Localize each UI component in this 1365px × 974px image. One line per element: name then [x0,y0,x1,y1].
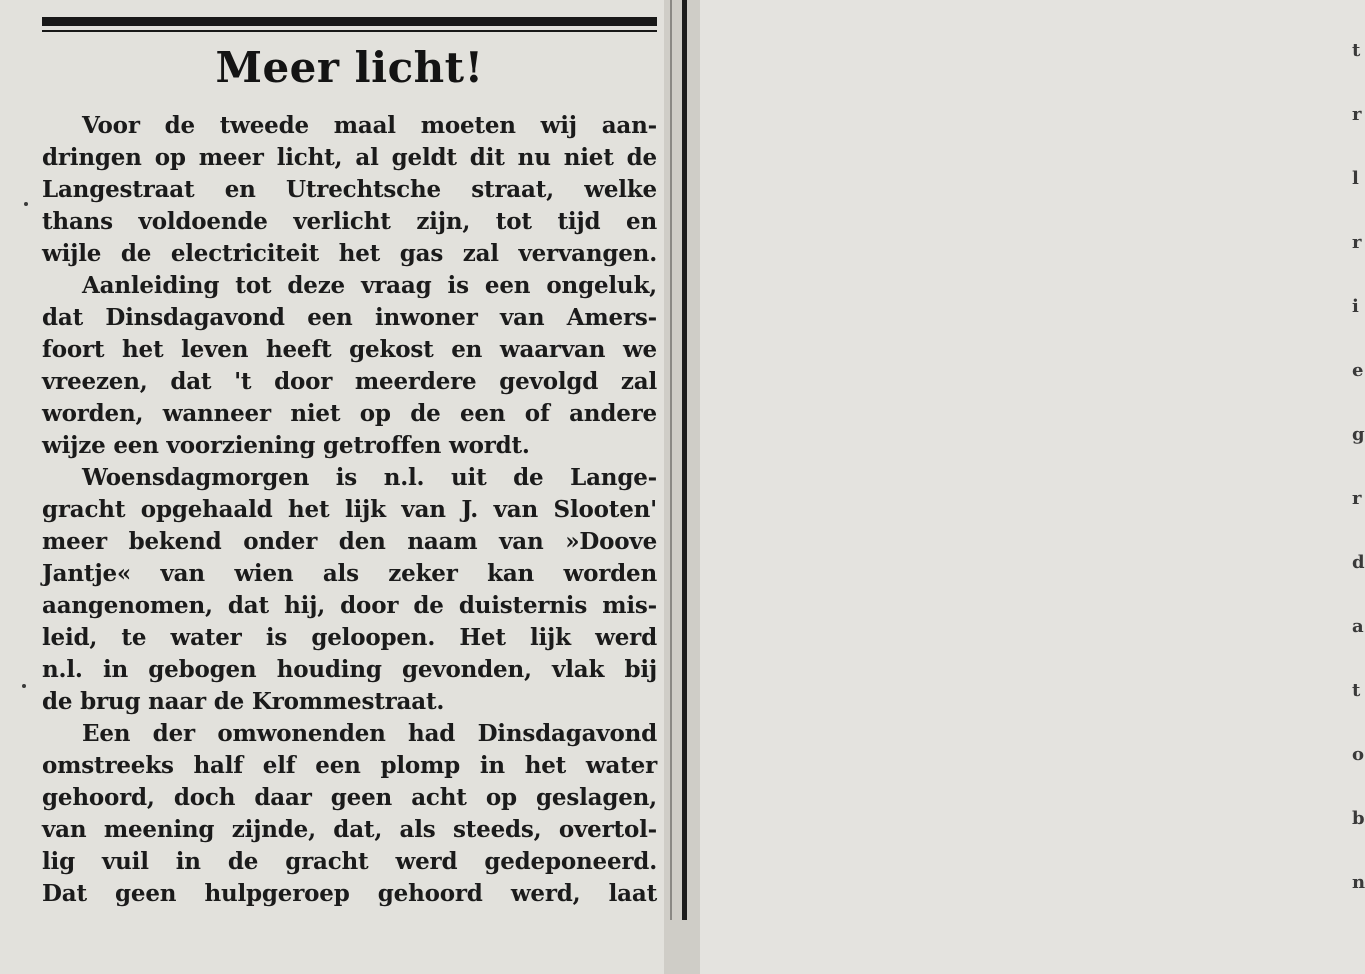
text-line: omstreeks half elf een plomp in het water [42,752,657,779]
text-line: wijle de electriciteit het gas zal vervangen. [42,240,657,267]
adjacent-column-glyph: l [1352,168,1359,189]
text-line: leid, te water is geloopen. Het lijk werd [42,624,657,651]
text-line: van meening zijnde, dat, als steeds, overtol- [42,816,657,843]
text-line: de brug naar de Krommestraat. [42,688,445,715]
paragraph-2 [42,270,657,462]
text-line: Voor de tweede maal moeten wij aan- [82,112,657,139]
adjacent-column-glyph: t [1352,680,1361,701]
ink-speck [24,202,28,206]
adjacent-column-glyph: r [1352,488,1362,509]
text-line: worden, wanneer niet op de een of andere [42,400,657,427]
paragraph-3 [42,462,657,718]
text-line: Een der omwonenden had Dinsdagavond [82,720,657,747]
column-divider-thin [670,0,672,920]
text-line: gehoord, doch daar geen acht op geslagen, [42,784,657,811]
paragraph-4 [42,718,657,910]
text-line: Dat geen hulpgeroep gehoord werd, laat [42,880,657,907]
adjacent-column-glyph: e [1352,360,1364,381]
adjacent-column-glyph: n [1352,872,1365,893]
text-line: n.l. in gebogen houding gevonden, vlak bij [42,656,657,683]
header-rule-thick [42,17,657,26]
text-line: vreezen, dat 't door meerdere gevolgd zal [42,368,657,395]
ink-speck [22,684,26,688]
article-body [42,110,657,910]
adjacent-column-glyph: g [1352,424,1365,445]
text-line: Woensdagmorgen is n.l. uit de Lange- [82,464,657,491]
adjacent-column-glyph: t [1352,40,1361,61]
text-line: dringen op meer licht, al geldt dit nu niet de [42,144,657,171]
text-line: meer bekend onder den naam van »Doove [42,528,657,555]
header-rule-thin [42,30,657,32]
text-line: Aanleiding tot deze vraag is een ongeluk, [82,272,657,299]
adjacent-column-glyph: r [1352,232,1362,253]
text-line: lig vuil in de gracht werd gedeponeerd. [42,848,657,875]
adjacent-column-glyph: r [1352,104,1362,125]
text-line: thans voldoende verlicht zijn, tot tijd en [42,208,657,235]
text-line: Langestraat en Utrechtsche straat, welke [42,176,657,203]
text-line: Jantje« van wien als zeker kan worden [42,560,657,587]
adjacent-column-glyph: b [1352,808,1365,829]
text-line: gracht opgehaald het lijk van J. van Slooten' [42,496,657,523]
text-line: dat Dinsdagavond een inwoner van Amers- [42,304,657,331]
adjacent-column-glyph: o [1352,744,1365,765]
paragraph-1 [42,110,657,270]
column-divider [682,0,687,920]
text-line: wijze een voorziening getroffen wordt. [42,432,530,459]
text-line: foort het leven heeft gekost en waarvan we [42,336,657,363]
text-line: aangenomen, dat hij, door de duisternis mis- [42,592,657,619]
article-headline: Meer licht! [215,43,484,92]
adjacent-column-glyph: a [1352,616,1364,637]
adjacent-column-glyph: d [1352,552,1365,573]
adjacent-column-glyph: i [1352,296,1359,317]
